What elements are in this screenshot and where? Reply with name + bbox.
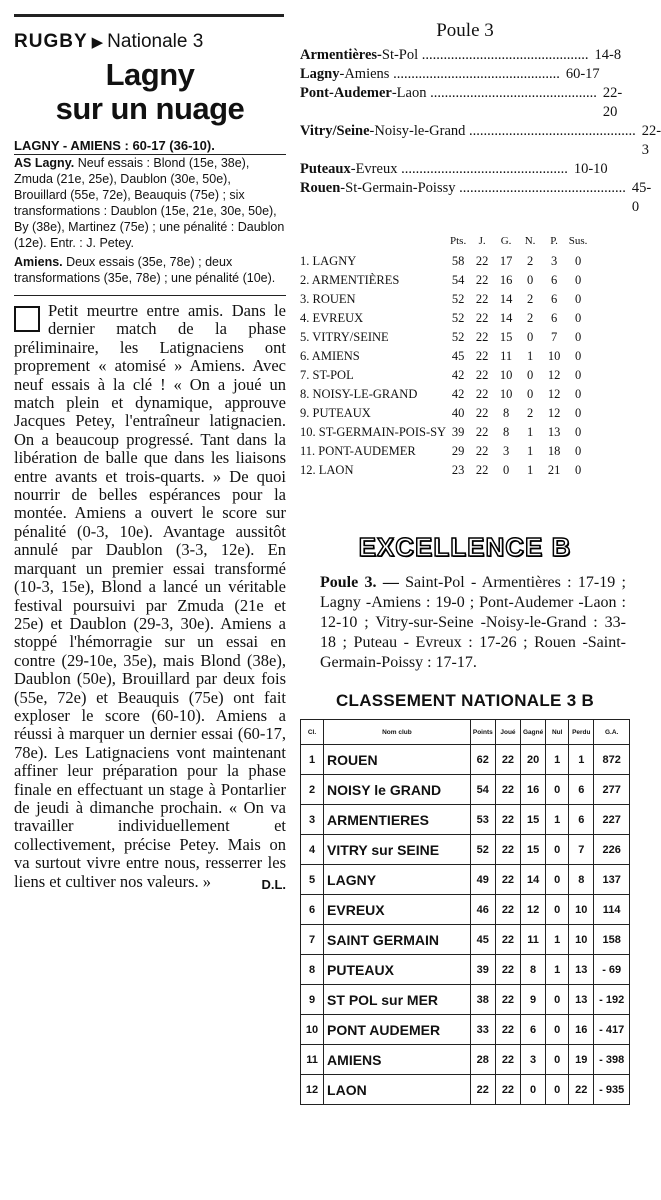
standings-p: 6 [550, 292, 558, 306]
standings-g: 17 [499, 254, 513, 268]
classement-g: 9 [521, 985, 546, 1015]
table-row [300, 404, 590, 423]
classement-p: 7 [569, 835, 594, 865]
leader-dots: .............................................. [455, 180, 626, 196]
standings-p: 12 [547, 387, 561, 401]
result-score: 45-0 [631, 180, 652, 215]
classement-table [300, 719, 630, 1105]
match-score-line: LAGNY - AMIENS : 60-17 (36-10). [14, 138, 286, 155]
standings-team: 2. ARMENTIÈRES [300, 273, 400, 287]
standings-team: 3. ROUEN [300, 292, 356, 306]
classement-p: 13 [569, 955, 594, 985]
results-list [300, 46, 661, 217]
result-away: St-Pol [381, 47, 419, 63]
classement-ga: 158 [594, 925, 630, 955]
classement-g: 12 [521, 895, 546, 925]
leader-dots: .............................................. [418, 47, 589, 63]
standings-n: 1 [526, 425, 534, 439]
headline-line-1: Lagny [105, 57, 195, 92]
standings-n: 0 [526, 330, 534, 344]
table-row [301, 835, 630, 865]
classement-n: 0 [546, 1075, 569, 1105]
standings-pts: 29 [451, 444, 465, 458]
excellence-text [300, 573, 630, 673]
section-label: RUGBY [14, 31, 88, 52]
result-teams [300, 179, 626, 217]
classement-n: 1 [546, 805, 569, 835]
result-row [300, 65, 630, 84]
amiens-details [14, 254, 286, 286]
classement-ga: 114 [594, 895, 630, 925]
table-row [301, 775, 630, 805]
classement-cl: 11 [301, 1045, 324, 1075]
result-row [300, 160, 630, 179]
classement-n: 0 [546, 775, 569, 805]
classement-p: 10 [569, 895, 594, 925]
classement-n: 1 [546, 925, 569, 955]
standings-pts: 40 [451, 406, 465, 420]
result-teams [300, 65, 560, 84]
classement-pts: 38 [470, 985, 495, 1015]
standings-pts: 52 [451, 311, 465, 325]
standings-g: 8 [502, 425, 510, 439]
standings-p: 18 [547, 444, 561, 458]
standings-j: 22 [475, 406, 489, 420]
standings-team: 4. EVREUX [300, 311, 364, 325]
standings-p: 10 [547, 349, 561, 363]
standings-pts: 58 [451, 254, 465, 268]
standings-p: 3 [550, 254, 558, 268]
kicker [14, 31, 286, 54]
match-sheet [14, 138, 286, 296]
standings-p: 12 [547, 368, 561, 382]
poule-standings [300, 231, 630, 480]
standings-n: 1 [526, 444, 534, 458]
classement-name: ST POL sur MER [324, 985, 471, 1015]
classement-name: ARMENTIERES [324, 805, 471, 835]
standings-team: 5. VITRY/SEINE [300, 330, 389, 344]
classement-n: 0 [546, 1015, 569, 1045]
classement-g: 11 [521, 925, 546, 955]
standings-team: 12. LAON [300, 463, 354, 477]
lagny-details [14, 155, 286, 251]
standings-sus: 0 [574, 387, 582, 401]
classement-g: 0 [521, 1075, 546, 1105]
drop-square-icon [14, 306, 40, 332]
classement-name: LAON [324, 1075, 471, 1105]
standings-n: 0 [526, 387, 534, 401]
results-column [300, 18, 661, 1105]
standings-sus: 0 [574, 406, 582, 420]
classement-name: SAINT GERMAIN [324, 925, 471, 955]
standings-pts: 54 [451, 273, 465, 287]
table-row [301, 925, 630, 955]
lagny-text: Neuf essais : Blond (15e, 38e), Zmuda (21e, 25e), Daublon (30e, 50e), Brouillard (55e, 72e), Beauquis (75e) ; six transformations : Daublon (15e, 21e, 30e, 50e), By (38e), Martinez (75e) ; une pénalité : Daublon (12e). Entr. : J. Petey. [14, 156, 285, 250]
excellence-label: Poule 3. — [320, 574, 399, 591]
standings-n: 0 [526, 273, 534, 287]
classement-ga: 872 [594, 745, 630, 775]
standings-p: 6 [550, 273, 558, 287]
result-away: -Amiens [339, 66, 390, 82]
classement-pts: 54 [470, 775, 495, 805]
result-home: Vitry/Seine [300, 123, 370, 139]
standings-j: 22 [475, 273, 489, 287]
arrow-right-icon: ▶ [91, 34, 104, 51]
standings-n: 2 [526, 254, 534, 268]
classement-n: 1 [546, 955, 569, 985]
amiens-text: Deux essais (35e, 78e) ; deux transformations (35e, 78e) ; une pénalité (10e). [14, 255, 276, 285]
article-body [14, 302, 286, 891]
classement-j: 22 [495, 835, 520, 865]
standings-team: 8. NOISY-LE-GRAND [300, 387, 418, 401]
standings-g: 10 [499, 368, 513, 382]
table-row [300, 271, 590, 290]
standings-col-header: P. [550, 235, 558, 247]
classement-g: 14 [521, 865, 546, 895]
table-row [300, 385, 590, 404]
result-away: -St-Germain-Poissy [340, 180, 456, 196]
result-away: -Evreux [350, 161, 398, 177]
table-row [301, 985, 630, 1015]
classement-col-header: Nom club [324, 720, 471, 745]
amiens-label: Amiens. [14, 255, 63, 269]
classement-cl: 12 [301, 1075, 324, 1105]
standings-j: 22 [475, 311, 489, 325]
table-row [300, 347, 590, 366]
standings-col-header: G. [500, 235, 512, 247]
classement-ga: - 69 [594, 955, 630, 985]
table-row [301, 1075, 630, 1105]
leader-dots: .............................................. [465, 123, 636, 139]
table-row [301, 955, 630, 985]
classement-j: 22 [495, 1045, 520, 1075]
classement-ga: 137 [594, 865, 630, 895]
classement-cl: 4 [301, 835, 324, 865]
poule-title: Poule 3 [436, 20, 494, 41]
classement-pts: 45 [470, 925, 495, 955]
standings-team: 7. ST-POL [300, 368, 354, 382]
classement-j: 22 [495, 955, 520, 985]
standings-j: 22 [475, 330, 489, 344]
classement-pts: 39 [470, 955, 495, 985]
standings-p: 21 [547, 463, 561, 477]
result-home: Lagny [300, 66, 340, 82]
classement-cl: 10 [301, 1015, 324, 1045]
standings-pts: 45 [451, 349, 465, 363]
classement-ga: - 192 [594, 985, 630, 1015]
standings-j: 22 [475, 292, 489, 306]
result-home: Puteaux [300, 161, 351, 177]
result-away: -Noisy-le-Grand [369, 123, 466, 139]
table-row [300, 461, 590, 480]
standings-p: 12 [547, 406, 561, 420]
standings-header [300, 231, 590, 252]
standings-g: 14 [499, 311, 513, 325]
classement-cl: 6 [301, 895, 324, 925]
classement-j: 22 [495, 895, 520, 925]
standings-sus: 0 [574, 368, 582, 382]
classement-p: 8 [569, 865, 594, 895]
classement-col-header: Nul [546, 720, 569, 745]
standings-col-header: J. [478, 235, 486, 247]
classement-name: AMIENS [324, 1045, 471, 1075]
standings-col-header: Sus. [568, 235, 588, 247]
classement-cl: 1 [301, 745, 324, 775]
result-score: 14-8 [594, 47, 622, 63]
classement-p: 16 [569, 1015, 594, 1045]
standings-sus: 0 [574, 273, 582, 287]
classement-ga: 226 [594, 835, 630, 865]
leader-dots: .............................................. [389, 66, 560, 82]
classement-pts: 46 [470, 895, 495, 925]
classement-name: LAGNY [324, 865, 471, 895]
classement-p: 19 [569, 1045, 594, 1075]
headline [14, 58, 286, 126]
classement-pts: 53 [470, 805, 495, 835]
classement-name: EVREUX [324, 895, 471, 925]
classement-ga: 227 [594, 805, 630, 835]
classement-j: 22 [495, 745, 520, 775]
leader-dots: .............................................. [397, 161, 568, 177]
result-teams [300, 122, 636, 160]
classement-j: 22 [495, 925, 520, 955]
classement-j: 22 [495, 1015, 520, 1045]
classement-col-header: Perdu [569, 720, 594, 745]
classement-cl: 7 [301, 925, 324, 955]
standings-pts: 23 [451, 463, 465, 477]
standings-g: 15 [499, 330, 513, 344]
standings-p: 6 [550, 311, 558, 325]
standings-j: 22 [475, 387, 489, 401]
classement-ga: - 417 [594, 1015, 630, 1045]
standings-pts: 39 [451, 425, 465, 439]
standings-team: 10. ST-GERMAIN-POIS-SY [300, 425, 447, 439]
table-row [300, 309, 590, 328]
result-row [300, 84, 630, 122]
classement-g: 3 [521, 1045, 546, 1075]
table-row [301, 805, 630, 835]
classement-n: 0 [546, 985, 569, 1015]
result-row [300, 122, 661, 160]
result-away: -Laon [391, 85, 427, 101]
classement-col-header: Joué [495, 720, 520, 745]
result-score: 22-20 [602, 85, 623, 120]
classement-pts: 52 [470, 835, 495, 865]
classement-col-header: Gagné [521, 720, 546, 745]
classement-p: 1 [569, 745, 594, 775]
result-home: Rouen [300, 180, 341, 196]
standings-pts: 52 [451, 330, 465, 344]
standings-n: 2 [526, 292, 534, 306]
classement-cl: 9 [301, 985, 324, 1015]
classement-n: 0 [546, 865, 569, 895]
result-home: Armentières- [300, 47, 382, 63]
classement-cl: 5 [301, 865, 324, 895]
standings-pts: 42 [451, 387, 465, 401]
leader-dots: .............................................. [426, 85, 597, 101]
table-row [301, 865, 630, 895]
classement-col-header: G.A. [594, 720, 630, 745]
classement-g: 20 [521, 745, 546, 775]
excellence-title: EXCELLENCE B [358, 532, 572, 562]
classement-col-header: Points [470, 720, 495, 745]
standings-g: 14 [499, 292, 513, 306]
classement-ga: 277 [594, 775, 630, 805]
classement-pts: 33 [470, 1015, 495, 1045]
standings-sus: 0 [574, 425, 582, 439]
classement-p: 22 [569, 1075, 594, 1105]
standings-g: 16 [499, 273, 513, 287]
standings-pts: 52 [451, 292, 465, 306]
result-row [300, 179, 652, 217]
classement-col-header: Cl. [301, 720, 324, 745]
classement-g: 16 [521, 775, 546, 805]
classement-name: PONT AUDEMER [324, 1015, 471, 1045]
classement-g: 6 [521, 1015, 546, 1045]
standings-n: 1 [526, 463, 534, 477]
standings-pts: 42 [451, 368, 465, 382]
standings-g: 11 [500, 349, 513, 363]
standings-team: 9. PUTEAUX [300, 406, 371, 420]
standings-sus: 0 [574, 349, 582, 363]
article-text: Petit meurtre entre amis. Dans le dernier match de la phase préliminaire, les Latignaciens ont proprement « atomisé » Amiens. Avec neuf essais à la clé ! « On a joué un match plein et dynamique, approuve Jacques Petey, l'entraîneur latignacien. On a beaucoup progressé. Tant dans la libération de balle que dans les liaisons entre avants et trois-quarts. » De quoi nourrir de belles espérances pour la montée. Amiens a ouvert le score sur pénalité (0-3, 10e). Avantage aussitôt annulé par Daublon (3-3, 12e). En marquant un premier essai transformé (10-3, 15e), Blond a lancé un véritable festival poursuivi par Zmuda (21e et 25e) et Daublon (29-3, 30e). Amiens a stoppé l'hémorragie sur un essai en contre (29-10e, 35e), mais Blond (38e), Daublon (50e), Brouillard par deux fois (55e, 72e) et Beauquis (75e) ont fait exploser le score (60-10). Amiens a réussi à marquer un dernier essai (60-17, 78e). Les Latignaciens vont maintenant affiner leur préparation pour la phase finale en effectuant un stage à Pontarlier de jeudi à dimanche prochain. « On va travailler individuellement et collectivement, précise Petey. Mais on va surtout vivre entre nous, resserrer les liens et cultiver nos valeurs. » [14, 301, 286, 891]
standings-g: 10 [499, 387, 513, 401]
classement-header [301, 720, 630, 745]
standings-col-header: N. [524, 235, 536, 247]
excellence-results: Saint-Pol - Armentières : 17-19 ; Lagny -Amiens : 19-0 ; Pont-Audemer -Laon : 12-10 ; Vitry-sur-Seine -Noisy-le-Grand : 33-18 ; Puteau - Evreux : 17-26 ; Rouen -Saint-Germain-Poissy : 17-17. [320, 574, 627, 671]
classement-g: 15 [521, 805, 546, 835]
classement-j: 22 [495, 805, 520, 835]
standings-team: 11. PONT-AUDEMER [300, 444, 416, 458]
standings-sus: 0 [574, 330, 582, 344]
classement-name: PUTEAUX [324, 955, 471, 985]
standings-j: 22 [475, 425, 489, 439]
result-teams [300, 46, 589, 65]
headline-line-2: sur un nuage [55, 91, 245, 126]
result-home: Pont-Audemer [300, 85, 392, 101]
classement-n: 1 [546, 745, 569, 775]
classement-j: 22 [495, 775, 520, 805]
standings-j: 22 [475, 368, 489, 382]
table-row [301, 895, 630, 925]
classement-j: 22 [495, 1075, 520, 1105]
classement-ga: - 398 [594, 1045, 630, 1075]
standings-j: 22 [475, 463, 489, 477]
table-row [300, 366, 590, 385]
classement-p: 10 [569, 925, 594, 955]
standings-j: 22 [475, 254, 489, 268]
standings-sus: 0 [574, 292, 582, 306]
classement-p: 6 [569, 775, 594, 805]
standings-sus: 0 [574, 311, 582, 325]
classement-n: 0 [546, 1045, 569, 1075]
standings-n: 0 [526, 368, 534, 382]
standings-sus: 0 [574, 444, 582, 458]
result-score: 22-3 [641, 123, 661, 158]
table-row [300, 290, 590, 309]
classement-pts: 62 [470, 745, 495, 775]
classement-n: 0 [546, 895, 569, 925]
standings-col-header: Pts. [449, 235, 467, 247]
standings-team: 6. AMIENS [300, 349, 360, 363]
table-row [300, 423, 590, 442]
standings-team: 1. LAGNY [300, 254, 357, 268]
standings-p: 7 [550, 330, 558, 344]
standings-p: 13 [547, 425, 561, 439]
classement-name: NOISY le GRAND [324, 775, 471, 805]
result-teams [300, 160, 568, 179]
result-teams [300, 84, 597, 122]
signature: D.L. [261, 877, 286, 892]
classement-g: 15 [521, 835, 546, 865]
standings-g: 3 [502, 444, 510, 458]
standings-n: 2 [526, 406, 534, 420]
classement-j: 22 [495, 985, 520, 1015]
standings-j: 22 [475, 444, 489, 458]
classement-name: VITRY sur SEINE [324, 835, 471, 865]
classement-pts: 49 [470, 865, 495, 895]
subsection-label: Nationale 3 [107, 31, 204, 52]
table-row [300, 252, 590, 271]
result-row [300, 46, 630, 65]
classement-name: ROUEN [324, 745, 471, 775]
classement-ga: - 935 [594, 1075, 630, 1105]
result-score: 10-10 [573, 161, 608, 177]
standings-sus: 0 [574, 463, 582, 477]
classement-cl: 8 [301, 955, 324, 985]
standings-sus: 0 [574, 254, 582, 268]
standings-g: 8 [502, 406, 510, 420]
standings-g: 0 [502, 463, 510, 477]
top-rule [14, 14, 284, 17]
standings-n: 1 [526, 349, 534, 363]
lagny-label: AS Lagny. [14, 156, 75, 170]
classement-pts: 22 [470, 1075, 495, 1105]
classement-cl: 3 [301, 805, 324, 835]
classement-n: 0 [546, 835, 569, 865]
standings-n: 2 [526, 311, 534, 325]
table-row [301, 1015, 630, 1045]
table-row [300, 442, 590, 461]
article-column [14, 14, 286, 892]
classement-title: CLASSEMENT NATIONALE 3 B [335, 691, 595, 710]
table-row [301, 1045, 630, 1075]
classement-g: 8 [521, 955, 546, 985]
classement-j: 22 [495, 865, 520, 895]
classement-p: 13 [569, 985, 594, 1015]
result-score: 60-17 [565, 66, 600, 82]
classement-p: 6 [569, 805, 594, 835]
classement-pts: 28 [470, 1045, 495, 1075]
standings-table [300, 231, 590, 480]
table-row [300, 328, 590, 347]
table-row [301, 745, 630, 775]
classement-cl: 2 [301, 775, 324, 805]
standings-j: 22 [475, 349, 489, 363]
